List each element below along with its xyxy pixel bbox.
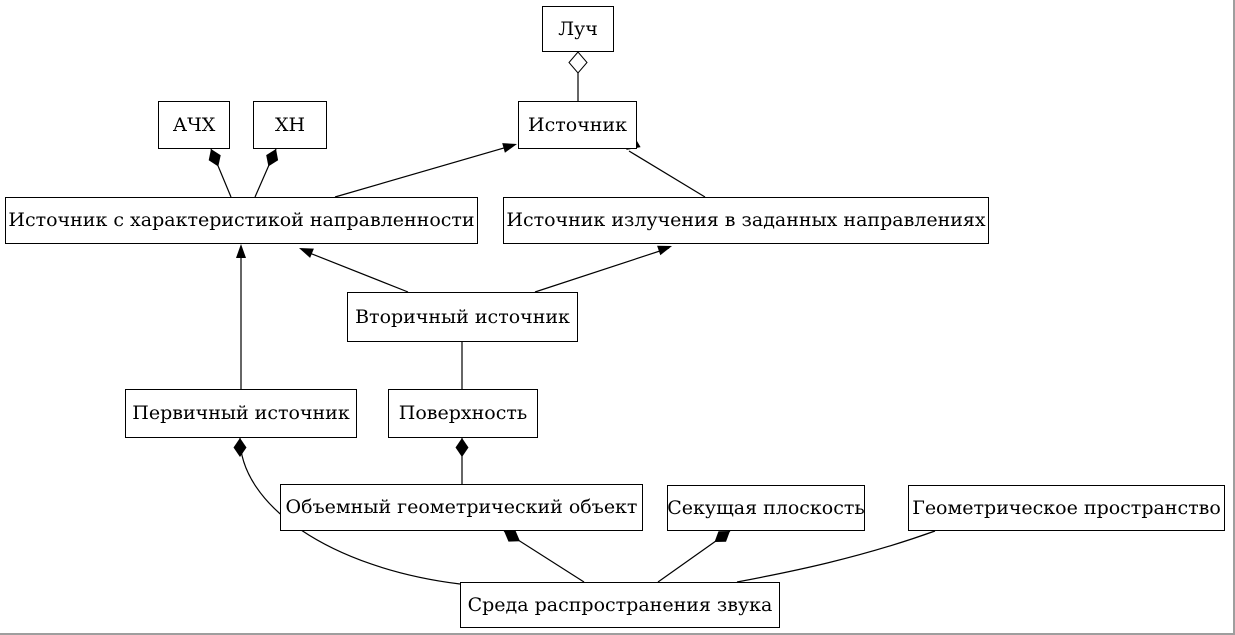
- composition-diamond-icon: [234, 438, 247, 457]
- edge-line: [302, 250, 408, 292]
- node-cutting-plane: [667, 485, 865, 531]
- node-label: Среда распространения звука: [467, 593, 773, 616]
- node-label: Объемный геометрический объект: [285, 496, 638, 518]
- composition-diamond-icon: [209, 149, 221, 167]
- node-sound-propagation-medium: [460, 582, 780, 628]
- node-directivity-pattern: [253, 101, 327, 149]
- node-label: Источник излучения в заданных направлениях: [506, 209, 986, 231]
- node-source-given-directions: [503, 197, 989, 244]
- edge-line: [504, 531, 584, 582]
- node-ray: [542, 6, 614, 52]
- arrowhead-icon: [236, 244, 246, 258]
- node-label: Источник: [528, 113, 627, 136]
- node-label: Секущая плоскость: [667, 496, 865, 519]
- edge-line: [211, 149, 231, 197]
- node-label: Поверхность: [398, 402, 528, 424]
- node-surface: [388, 389, 538, 438]
- node-label: Вторичный источник: [355, 305, 570, 328]
- edge-line: [658, 531, 730, 582]
- node-label: ХН: [274, 113, 306, 136]
- edge-line: [335, 145, 514, 197]
- node-source-with-directivity: [5, 197, 478, 244]
- aggregation-diamond-icon: [569, 52, 587, 73]
- node-afc: [158, 101, 230, 149]
- node-label: Луч: [558, 17, 598, 40]
- node-label: Источник с характеристикой направленности: [8, 209, 475, 231]
- edge-line: [255, 149, 276, 197]
- composition-diamond-icon: [504, 531, 520, 542]
- edge-line: [535, 248, 669, 292]
- node-label: Первичный источник: [132, 402, 350, 424]
- arrowhead-icon: [502, 143, 517, 153]
- composition-diamond-icon: [715, 531, 731, 542]
- arrowhead-icon: [657, 246, 672, 256]
- node-geometric-space: [908, 485, 1225, 531]
- arrowhead-icon: [299, 248, 314, 258]
- node-volumetric-geometric-object: [280, 484, 643, 531]
- node-label: Геометрическое пространство: [912, 496, 1221, 519]
- node-source: [518, 101, 637, 149]
- composition-diamond-icon: [266, 149, 278, 166]
- composition-diamond-icon: [456, 438, 469, 457]
- edge-line: [737, 531, 935, 582]
- edge-line: [629, 151, 705, 197]
- node-label: АЧХ: [172, 113, 216, 136]
- node-secondary-source: [347, 292, 578, 342]
- node-primary-source: [125, 389, 357, 438]
